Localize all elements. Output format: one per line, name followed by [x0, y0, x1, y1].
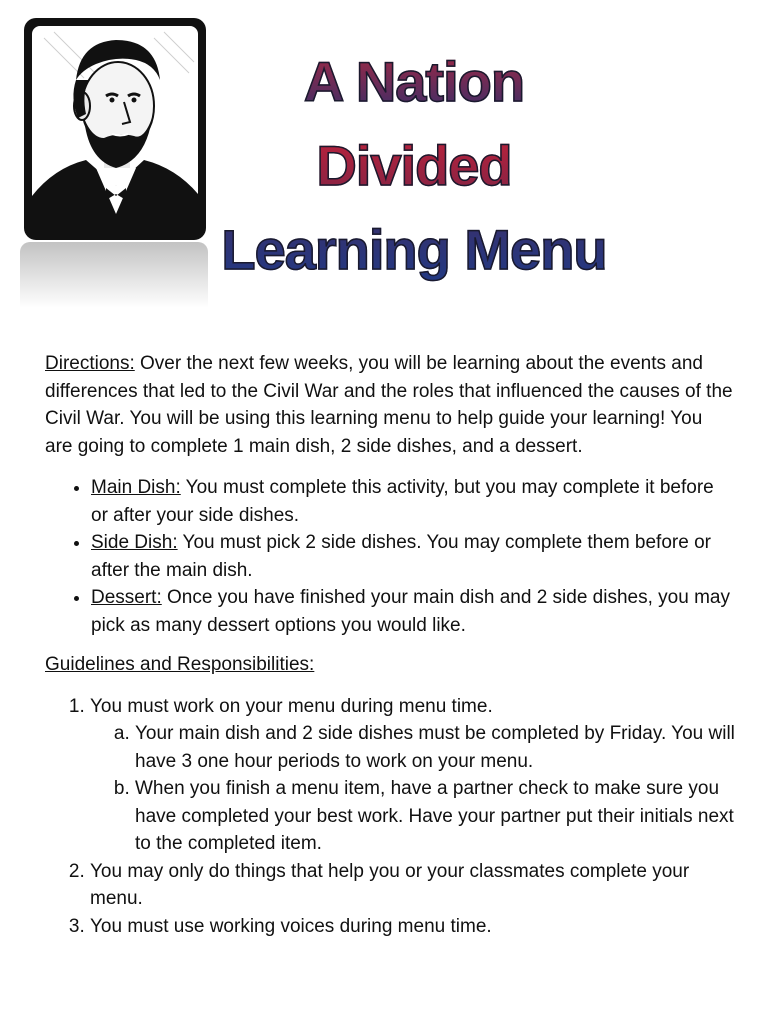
list-item: [91, 474, 735, 529]
guideline-text: You must work on your menu during menu time.: [90, 695, 493, 717]
course-label: Side Dish:: [91, 532, 178, 553]
list-item: [135, 775, 735, 858]
guideline-subtext: Your main dish and 2 side dishes must be completed by Friday. You will have 3 one hour periods to work on your menu.: [135, 723, 735, 772]
page-title: [214, 40, 614, 292]
guidelines-heading: [45, 651, 735, 679]
list-item: [90, 913, 735, 941]
lincoln-portrait: [24, 18, 206, 240]
course-label: Dessert:: [91, 587, 162, 608]
title-line-2: Divided: [214, 124, 614, 208]
guidelines-sublist: [90, 720, 735, 858]
document-body: [45, 350, 735, 940]
guideline-subtext: When you finish a menu item, have a partner check to make sure you have completed your best work. Have your partner put their initials next to the completed item.: [135, 778, 734, 854]
course-text: Once you have finished your main dish and 2 side dishes, you may pick as many dessert options you would like.: [91, 587, 730, 636]
courses-list: [45, 474, 735, 639]
guideline-text: You may only do things that help you or your classmates complete your menu.: [90, 860, 690, 909]
list-item: [90, 858, 735, 913]
guidelines-list: [45, 693, 735, 941]
directions-paragraph: [45, 350, 735, 460]
list-item: [91, 584, 735, 639]
list-item: [135, 720, 735, 775]
list-item: [91, 529, 735, 584]
portrait-reflection: [20, 242, 208, 308]
course-text: You must pick 2 side dishes. You may complete them before or after the main dish.: [91, 532, 711, 581]
title-line-1: A Nation: [214, 40, 614, 124]
guidelines-heading-text: Guidelines and Responsibilities:: [45, 654, 315, 675]
title-line-3: Learning Menu: [214, 208, 614, 292]
guideline-text: You must use working voices during menu time.: [90, 915, 492, 937]
lincoln-portrait-icon: [24, 18, 206, 240]
directions-label: Directions:: [45, 353, 135, 374]
course-text: You must complete this activity, but you may complete it before or after your side dishes.: [91, 477, 714, 526]
list-item: [90, 693, 735, 858]
course-label: Main Dish:: [91, 477, 181, 498]
directions-text: Over the next few weeks, you will be learning about the events and differences that led to the Civil War and the roles that influenced the causes of the Civil War. You will be using this learning menu to help guide your learning! You are going to complete 1 main dish, 2 side dishes, and a dessert.: [45, 353, 733, 457]
